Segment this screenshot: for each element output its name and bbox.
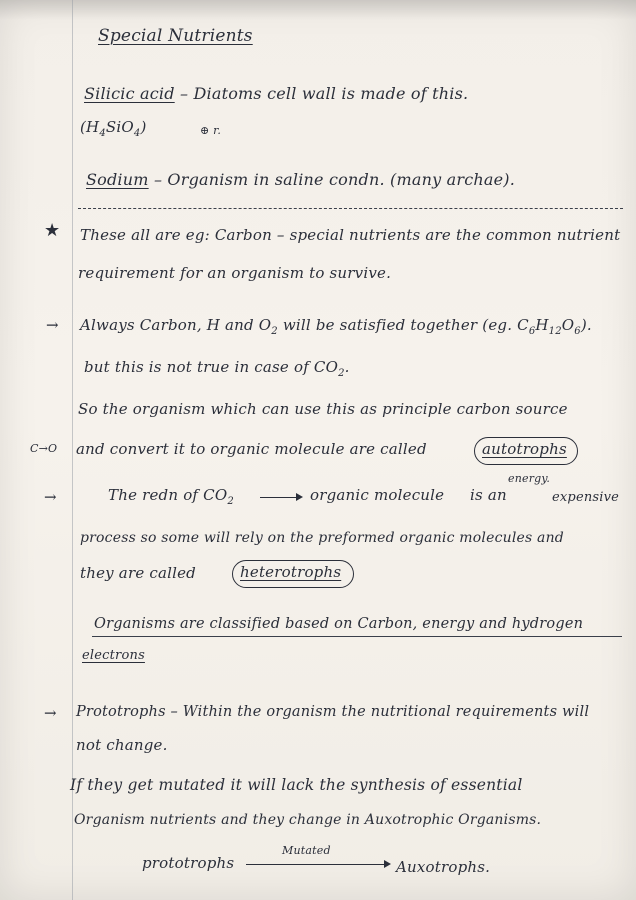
formula-sio: SiO	[105, 118, 134, 136]
o-sub: 2	[271, 326, 278, 337]
proto-from: prototrophs	[142, 854, 235, 872]
star-line-1: These all are eg: Carbon – special nutrients are the common nutrient	[80, 226, 621, 244]
so-text: and convert it to organic molecule are called	[76, 440, 427, 458]
sodium-term: Sodium	[86, 170, 149, 189]
o6-sub: 6	[574, 326, 581, 337]
close-paren: ).	[580, 316, 592, 334]
autotrophs-term: autotrophs	[482, 440, 567, 458]
silicic-def: – Diatoms cell wall is made of this.	[180, 84, 469, 103]
page-title: Special Nutrients	[98, 26, 253, 46]
classified-line-2: electrons	[82, 648, 145, 663]
mutated-arrowhead	[384, 860, 391, 868]
mutated-arrow-line	[246, 864, 386, 865]
section-divider	[78, 208, 623, 209]
formula-sub-1: 4	[99, 128, 106, 139]
silicic-formula	[80, 118, 147, 139]
redn-part-d: expensive	[552, 490, 620, 505]
page-shadow	[0, 0, 636, 20]
redn-part-a	[108, 486, 234, 507]
silicic-note: ⊕ r.	[200, 124, 222, 137]
redn-co2-sub: 2	[227, 496, 234, 507]
proto-to: Auxotrophs.	[396, 858, 491, 876]
always-text-c: but this is not true in case of CO	[84, 358, 339, 376]
o-char: O	[561, 316, 575, 334]
proto-line-2: not change.	[76, 736, 168, 754]
h-char: H	[535, 316, 549, 334]
c-sub: 6	[528, 326, 536, 337]
redn-line-3: they are called	[80, 564, 196, 582]
proto-line-1: Prototrophs – Within the organism the nutritional requirements will	[76, 704, 590, 720]
always-line-1	[80, 316, 592, 337]
mutated-label: Mutated	[282, 844, 331, 857]
proto-line-4: Organism nutrients and they change in Auxotrophic Organisms.	[74, 812, 542, 828]
formula-h: (H	[80, 118, 100, 136]
redn-arrowhead	[296, 493, 303, 501]
redn-line-2: process so some will rely on the preformed organic molecules and	[80, 530, 564, 546]
star-bullet: ★	[44, 220, 61, 241]
sodium-row	[86, 170, 515, 189]
arrow-bullet-2: →	[44, 488, 57, 506]
always-text-a: Always Carbon, H and O	[80, 316, 272, 334]
proto-line-3: If they get mutated it will lack the synthesis of essential	[70, 776, 523, 794]
so-line-2	[76, 440, 427, 458]
classified-underline	[92, 636, 622, 637]
silicic-term: Silicic acid	[84, 84, 175, 103]
so-line-1: So the organism which can use this as principle carbon source	[78, 400, 568, 418]
co2-sub: 2	[338, 368, 345, 379]
arrow-bullet-3: →	[44, 704, 57, 722]
always-text-b: will be satisfied together (eg. C	[282, 316, 529, 334]
redn-arrow-line	[260, 497, 298, 498]
margin-note: C→O	[30, 442, 58, 455]
classified-line-1: Organisms are classified based on Carbon, energy and hydrogen	[94, 616, 584, 632]
star-line-2: requirement for an organism to survive.	[78, 264, 392, 282]
h-sub: 12	[548, 326, 562, 337]
heterotrophs-term: heterotrophs	[240, 563, 342, 581]
energy-note: energy.	[508, 472, 551, 485]
period: .	[344, 358, 350, 376]
arrow-bullet-1: →	[46, 316, 59, 334]
silicic-row	[84, 84, 468, 103]
redn-part-b: organic molecule	[310, 486, 445, 504]
redn-part-c: is an	[470, 486, 507, 504]
margin-line	[72, 0, 73, 900]
sodium-def: – Organism in saline condn. (many archae).	[153, 170, 516, 189]
always-line-2	[84, 358, 350, 379]
formula-sub-2: 4	[133, 128, 141, 139]
formula-close: )	[140, 118, 147, 136]
redn-text-a: The redn of CO	[108, 486, 228, 504]
